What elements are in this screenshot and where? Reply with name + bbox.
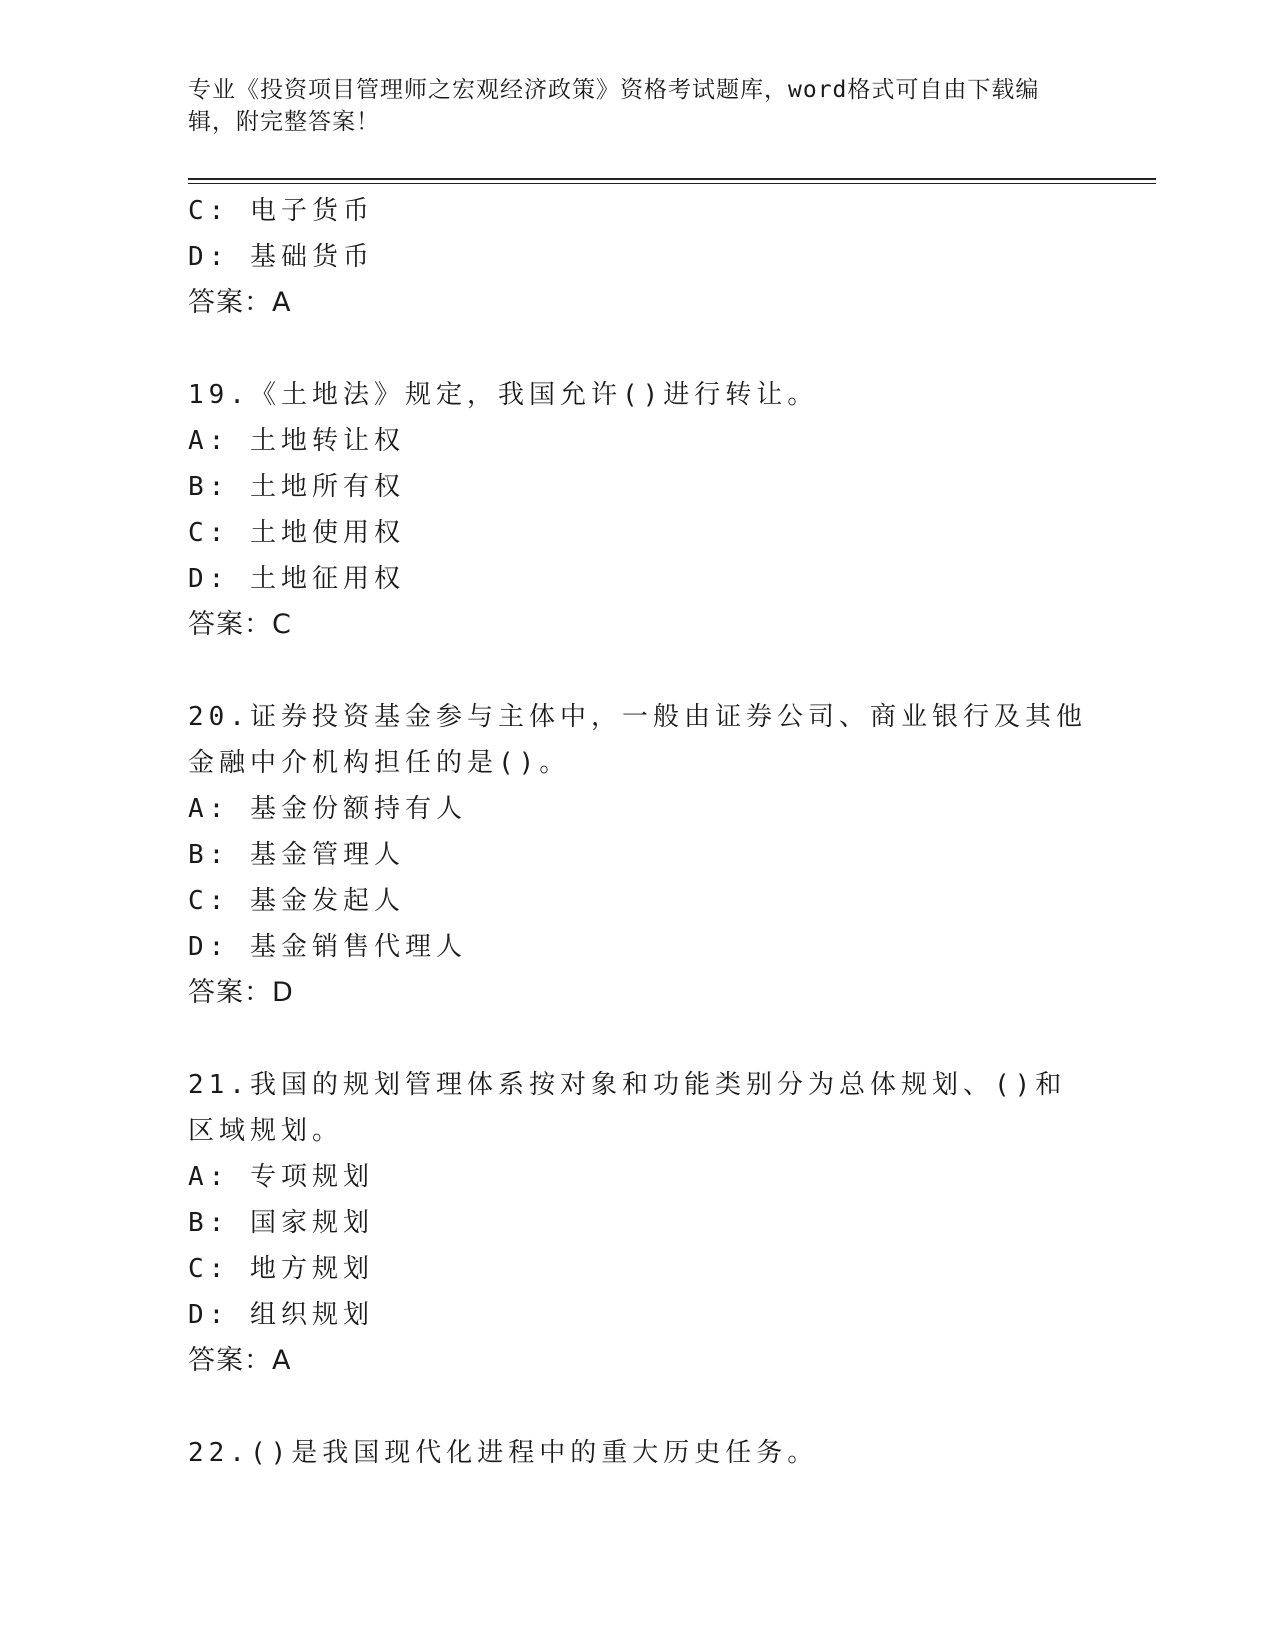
option-c: C: 基金发起人: [188, 886, 405, 916]
question-list: [188, 188, 1088, 1476]
option-d: D: 组织规划: [188, 1300, 374, 1330]
header-title: 专业《投资项目管理师之宏观经济政策》资格考试题库，word格式可自由下载编辑，附完整答案！: [188, 77, 1040, 135]
question-21: [188, 1062, 1088, 1384]
option-a: A: 土地转让权: [188, 426, 405, 456]
option-a: A: 专项规划: [188, 1162, 374, 1192]
option-a: A: 基金份额持有人: [188, 794, 467, 824]
question-text: 19.《土地法》规定，我国允许()进行转让。: [188, 380, 819, 410]
answer: 答案：C: [188, 609, 292, 640]
option-c: C: 土地使用权: [188, 518, 405, 548]
header-divider-thin: [188, 183, 1156, 184]
option-c: C: 电子货币: [188, 196, 374, 226]
answer: 答案：A: [188, 1345, 292, 1376]
question-text: 21.我国的规划管理体系按对象和功能类别分为总体规划、()和区域规划。: [188, 1070, 1067, 1146]
option-b: B: 国家规划: [188, 1208, 374, 1238]
question-text: 20.证券投资基金参与主体中，一般由证券公司、商业银行及其他金融中介机构担任的是()。: [188, 702, 1087, 778]
page-header: [188, 74, 1068, 138]
answer: 答案：D: [188, 977, 294, 1008]
option-d: D: 基金销售代理人: [188, 932, 467, 962]
option-d: D: 土地征用权: [188, 564, 405, 594]
option-c: C: 地方规划: [188, 1254, 374, 1284]
question-22: [188, 1430, 1088, 1476]
option-b: B: 土地所有权: [188, 472, 405, 502]
option-b: B: 基金管理人: [188, 840, 405, 870]
question-19: [188, 372, 1088, 648]
header-divider: [188, 178, 1156, 180]
question-20: [188, 694, 1088, 1016]
answer: 答案：A: [188, 287, 292, 318]
question-text: 22.()是我国现代化进程中的重大历史任务。: [188, 1438, 819, 1468]
question-carryover: [188, 188, 1088, 326]
option-d: D: 基础货币: [188, 242, 374, 272]
